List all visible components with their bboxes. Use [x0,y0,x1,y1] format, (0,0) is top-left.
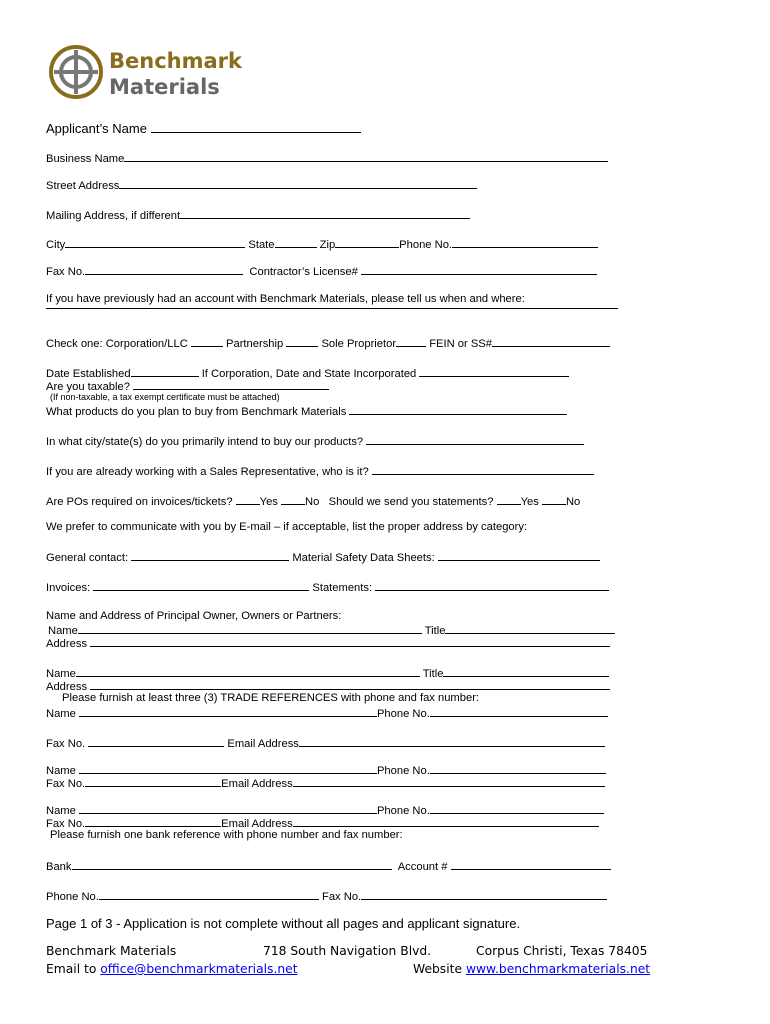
products-row [46,404,567,419]
footer-email-row [46,962,298,976]
crosshair-logo-icon [48,44,104,100]
ref3-fax-label: Fax No. [46,818,86,830]
ref2-email-field[interactable] [293,776,605,787]
zip-label: Zip [319,239,336,251]
footer-address: 718 South Navigation Blvd. [263,944,432,958]
state-field[interactable] [275,237,317,248]
invoices-field[interactable] [93,580,309,591]
products-field[interactable] [349,404,567,415]
owner2-name-label: Name [46,668,76,680]
business-name-label: Business Name [46,153,125,165]
pos-required-label: Are POs required on invoices/tickets? [46,496,233,508]
owner1-address-label: Address [46,638,88,650]
city-field[interactable] [65,237,245,248]
po-yes-label: Yes [259,496,278,508]
phone-field[interactable] [452,237,598,248]
statements-field[interactable] [375,580,609,591]
owner2-address-field[interactable] [90,679,610,690]
partnership-label: Partnership [226,338,284,350]
mailing-address-field[interactable] [180,208,470,219]
bank-fax-field[interactable] [361,889,607,900]
fein-field[interactable] [492,336,610,347]
non-taxable-note: (If non-taxable, a tax exempt certificate must be attached) [50,392,280,402]
page-note: Page 1 of 3 - Application is not complete without all pages and applicant signature. [46,916,521,931]
street-address-row [46,178,477,193]
entity-type-row [46,336,610,351]
po-statements-row [46,494,580,509]
date-established-field[interactable] [131,366,199,377]
bank-fax-label: Fax No. [321,891,362,903]
sales-rep-label: If you are already working with a Sales Representative, who is it? [46,466,369,478]
owner2-name-field[interactable] [76,666,420,677]
bank-phone-fax-row [46,889,607,904]
ref3-fax-field[interactable] [85,816,221,827]
ref2-name-label: Name [46,765,76,777]
msds-label: Material Safety Data Sheets: [292,552,435,564]
incorporated-field[interactable] [419,366,569,377]
owner2-title-field[interactable] [443,666,609,677]
date-established-label: Date Established [46,368,131,380]
account-field[interactable] [451,859,611,870]
prefer-email-label: We prefer to communicate with you by E-mail – if acceptable, list the proper address by category: [46,521,528,533]
city-state-zip-row [46,237,598,252]
invoices-label: Invoices: [46,582,91,594]
ref3-name-label: Name [46,805,76,817]
bank-phone-label: Phone No. [46,891,99,903]
ref1-email-field[interactable] [299,736,605,747]
incorporated-label: If Corporation, Date and State Incorporated [201,368,417,380]
logo-line2: Materials [109,75,220,99]
company-logo [48,44,104,105]
license-label: Contractor’s License# [249,266,358,278]
business-name-row [46,151,608,166]
license-field[interactable] [361,264,597,275]
ref2-phone-field[interactable] [430,763,606,774]
general-contact-label: General contact: [46,552,129,564]
corporation-field[interactable] [191,336,223,347]
ref2-fax-row [46,776,605,791]
ref3-phone-field[interactable] [430,803,604,814]
ref2-name-field[interactable] [79,763,377,774]
street-address-label: Street Address [46,180,120,192]
fax-field[interactable] [85,264,243,275]
mailing-address-label: Mailing Address, if different [46,210,181,222]
ref1-fax-field[interactable] [88,736,224,747]
po-no-label: No [305,496,320,508]
statements-yes-field[interactable] [497,494,521,505]
footer-email-link[interactable]: office@benchmarkmaterials.net [100,962,298,976]
state-label: State [248,239,275,251]
sole-proprietor-field[interactable] [396,336,426,347]
statements-label: Statements: [312,582,373,594]
street-address-field[interactable] [119,178,477,189]
mailing-address-row [46,208,470,223]
owner1-name-field[interactable] [78,623,422,634]
ref1-name-label: Name [46,708,76,720]
ref1-phone-field[interactable] [430,706,608,717]
city-label: City [46,239,66,251]
footer-website-label: Website [413,962,466,976]
previous-account-field[interactable] [46,308,618,309]
ref1-phone-label: Phone No. [376,708,430,720]
ref2-fax-field[interactable] [85,776,221,787]
owner1-title-field[interactable] [445,623,615,634]
send-statements-label: Should we send you statements? [328,496,494,508]
po-no-field[interactable] [281,494,305,505]
owner1-name-label: Name [48,625,78,637]
applicant-name-label: Applicant’s Name [46,121,147,136]
statements-no-label: No [565,496,581,508]
fax-license-row [46,264,597,279]
owner1-title-label: Title [424,625,446,637]
ref2-fax-label: Fax No. [46,778,86,790]
ref2-email-label: Email Address [221,778,293,790]
products-label: What products do you plan to buy from Benchmark Materials [46,406,347,418]
ref1-email-label: Email Address [227,738,299,750]
bank-phone-field[interactable] [99,889,319,900]
city-state-buy-label: In what city/state(s) do you primarily intend to buy our products? [46,436,364,448]
footer-website-link[interactable]: www.benchmarkmaterials.net [465,962,651,976]
bank-ref-label: Please furnish one bank reference with phone number and fax number: [50,829,403,841]
statements-no-field[interactable] [542,494,566,505]
owner1-address-row [46,636,610,651]
footer-company: Benchmark Materials [46,944,177,958]
logo-line1: Benchmark [109,49,242,73]
bank-row [46,859,611,874]
ref3-email-label: Email Address [221,818,293,830]
statements-yes-label: Yes [520,496,539,508]
fax-label: Fax No. [46,266,86,278]
sales-rep-field[interactable] [372,464,594,475]
taxable-field[interactable] [133,379,329,390]
ref1-name-field[interactable] [79,706,377,717]
ref1-fax-row [46,736,605,751]
ref1-name-row [46,706,608,721]
footer-email-label: Email to [46,962,101,976]
owner2-address-label: Address [46,681,88,693]
city-state-buy-row [46,434,584,449]
general-contact-field[interactable] [131,550,289,561]
principal-owner-label: Name and Address of Principal Owner, Owners or Partners: [46,610,342,622]
bank-field[interactable] [72,859,392,870]
ref2-phone-label: Phone No. [376,765,430,777]
footer-website-row [413,962,650,976]
trade-refs-label: Please furnish at least three (3) TRADE REFERENCES with phone and fax number: [62,692,480,704]
account-label: Account # [397,861,448,873]
owner2-title-label: Title [422,668,444,680]
previous-account-label: If you have previously had an account with Benchmark Materials, please tell us when and where: [46,293,525,305]
zip-field[interactable] [335,237,399,248]
applicant-name-field[interactable] [151,122,361,133]
taxable-label: Are you taxable? [46,381,130,393]
city-state-buy-field[interactable] [366,434,584,445]
owner1-address-field[interactable] [90,636,610,647]
partnership-field[interactable] [286,336,318,347]
applicant-name-row [46,121,361,136]
phone-label: Phone No. [399,239,453,251]
footer-city: Corpus Christi, Texas 78405 [476,944,648,958]
po-yes-field[interactable] [236,494,260,505]
ref3-name-field[interactable] [79,803,377,814]
business-name-field[interactable] [124,151,608,162]
ref3-phone-label: Phone No. [376,805,430,817]
sales-rep-row [46,464,594,479]
sole-proprietor-label: Sole Proprietor [321,338,397,350]
logo-wordmark [109,48,242,100]
general-msds-row [46,550,600,565]
bank-label: Bank [46,861,72,873]
ref3-email-field[interactable] [293,816,599,827]
check-one-label: Check one: Corporation/LLC [46,338,188,350]
fein-label: FEIN or SS# [429,338,492,350]
ref1-fax-label: Fax No. [46,738,86,750]
msds-field[interactable] [438,550,600,561]
invoices-statements-row [46,580,609,595]
